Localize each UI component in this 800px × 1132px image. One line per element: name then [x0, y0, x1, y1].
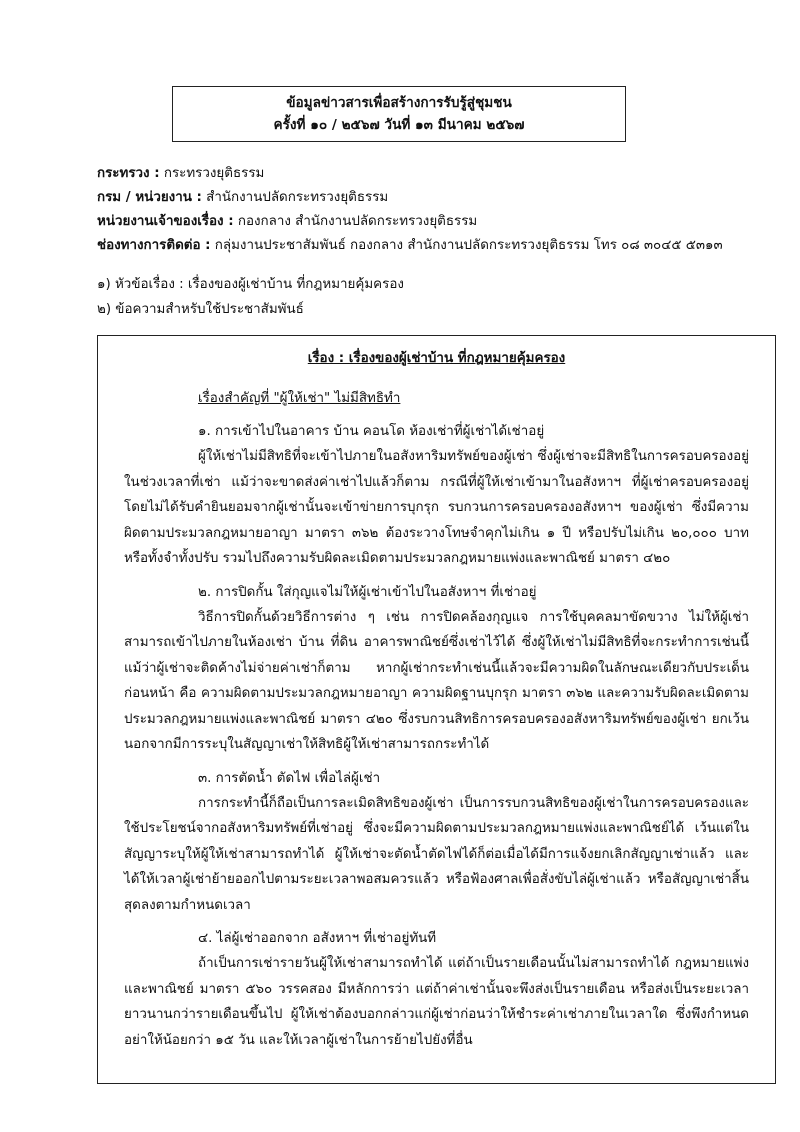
- content-subtitle: เรื่องสำคัญที่ "ผู้ให้เช่า" ไม่มีสิทธิทำ: [198, 391, 401, 406]
- content-item-heading: ๑. การเข้าไปในอาคาร บ้าน คอนโด ห้องเช่าที่ผู้เช่าได้เช่าอยู่: [198, 424, 545, 439]
- content-item: [124, 926, 749, 1053]
- meta-department: [97, 186, 777, 210]
- document-header-box: [172, 86, 626, 142]
- meta-contact-value: กลุ่มงานประชาสัมพันธ์ กองกลาง สำนักงานปลัดกระทรวงยุติธรรม โทร ๐๘ ๓๐๔๕ ๕๓๑๓: [210, 238, 723, 253]
- meta-ministry-value: กระทรวงยุติธรรม: [159, 166, 265, 181]
- pr-content-box: [97, 335, 776, 1084]
- content-item-paragraph: วิธีการปิดกั้นด้วยวิธีการต่าง ๆ เช่น การปิดคล้องกุญแจ การใช้บุคคลมาขัดขวาง ไม่ให้ผู้เช่าสามารถเข้าไปภายในห้องเช่า บ้าน ที่ดิน อาคารพาณิชย์ซึ่งเช่าไว้ได้ ซึ่งผู้ให้เช่าไม่มีสิทธิที่จะกระทำการเช่นนี้ แม้ว่าผู้เช่าจะติดค้างไม่จ่ายค่าเช่าก็ตาม หากผู้เช่ากระทำเช่นนี้แล้วจะมีความผิดในลักษณะเดียวกับประเด็นก่อนหน้า คือ ความผิดตามประมวลกฎหมายอาญา ความผิดฐานบุกรุก มาตรา ๓๖๒ และความรับผิดละเมิดตามประมวลกฎหมายแพ่งและพาณิชย์ มาตรา ๔๒๐ ซึ่งรบกวนสิทธิการครอบครองอสังหาริมทรัพย์ของผู้เช่า ยกเว้นนอกจากมีการระบุในสัญญาเช่าให้สิทธิผู้ให้เช่าสามารถกระทำได้: [124, 609, 749, 752]
- meta-owner: [97, 210, 777, 234]
- meta-contact: [97, 234, 777, 258]
- section-topic: ๑) หัวข้อเรื่อง : เรื่องของผู้เช่าบ้าน ที่กฎหมายคุ้มครอง: [97, 277, 404, 292]
- content-title: เรื่อง : เรื่องของผู้เช่าบ้าน ที่กฎหมายคุ้มครอง: [307, 351, 566, 366]
- meta-ministry: [97, 162, 777, 186]
- content-item-heading: ๒. การปิดกั้น ใส่กุญแจไม่ให้ผู้เช่าเข้าไปในอสังหาฯ ที่เช่าอยู่: [198, 584, 537, 600]
- content-item-paragraph: การกระทำนี้ก็ถือเป็นการละเมิดสิทธิของผู้เช่า เป็นการรบกวนสิทธิของผู้เช่าในการครอบครองและใช้ประโยชน์จากอสังหาริมทรัพย์ที่เช่าอยู่ ซึ่งจะมีความผิดตามประมวลกฎหมายแพ่งและพาณิชย์ได้ เว้นแต่ในสัญญาระบุให้ผู้ให้เช่าสามารถทำได้ ผู้ให้เช่าจะตัดน้ำตัดไฟได้ก็ต่อเมื่อได้มีการแจ้งยกเลิกสัญญาเช่าแล้ว และได้ให้เวลาผู้เช่าย้ายออกไปตามระยะเวลาพอสมควรแล้ว หรือฟ้องศาลเพื่อสั่งขับไล่ผู้เช่าแล้ว หรือสัญญาเช่าสิ้นสุดลงตามกำหนดเวลา: [124, 795, 749, 913]
- content-item-paragraph: ผู้ให้เช่าไม่มีสิทธิที่จะเข้าไปภายในอสังหาริมทรัพย์ของผู้เช่า ซึ่งผู้เช่าจะมีสิทธิในการครอบครองอยู่ในช่วงเวลาที่เช่า แม้ว่าจะขาดส่งค่าเช่าไปแล้วก็ตาม กรณีที่ผู้ให้เช่าเข้ามาในอสังหาฯ ที่ผู้เช่าครอบครองอยู่โดยไม่ได้รับคำยินยอมจากผู้เช่านั้นจะเข้าข่ายการบุกรุก รบกวนการครอบครองอสังหาฯ ของผู้เช่า ซึ่งมีความผิดตามประมวลกฎหมายอาญา มาตรา ๓๖๒ ต้องระวางโทษจำคุกไม่เกิน ๑ ปี หรือปรับไม่เกิน ๒๐,๐๐๐ บาท หรือทั้งจำทั้งปรับ รวมไปถึงความรับผิดละเมิดตามประมวลกฎหมายแพ่งและพาณิชย์ มาตรา ๔๒๐: [124, 449, 749, 566]
- content-item: [124, 580, 749, 758]
- meta-owner-label: หน่วยงานเจ้าของเรื่อง :: [97, 214, 234, 229]
- header-title: ข้อมูลข่าวสารเพื่อสร้างการรับรู้สู่ชุมชน: [286, 95, 512, 111]
- meta-department-label: กรม / หน่วยงาน :: [97, 190, 202, 205]
- meta-department-value: สำนักงานปลัดกระทรวงยุติธรรม: [201, 190, 389, 205]
- content-item-heading: ๓. การตัดน้ำ ตัดไฟ เพื่อไล่ผู้เช่า: [198, 770, 381, 786]
- header-issue-date: ครั้งที่ ๑๐ / ๒๕๖๗ วันที่ ๑๓ มีนาคม ๒๕๖๗: [273, 117, 525, 133]
- content-item-paragraph: ถ้าเป็นการเช่ารายวันผู้ให้เช่าสามารถทำได้ แต่ถ้าเป็นรายเดือนนั้นไม่สามารถทำได้ กฎหมายแพ่งและพาณิชย์ มาตรา ๕๖๐ วรรคสอง มีหลักการว่า แต่ถ้าค่าเช่านั้นจะพึงส่งเป็นรายเดือน หรือส่งเป็นระยะเวลายาวนานกว่ารายเดือนขึ้นไป ผู้ให้เช่าต้องบอกกล่าวแก่ผู้เช่าก่อนว่าให้ชำระค่าเช่าภายในเวลาใด ซึ่งพึงกำหนดอย่าให้น้อยกว่า ๑๕ วัน และให้เวลาผู้เช่าในการย้ายไปยังที่อื่น: [124, 956, 749, 1048]
- meta-contact-label: ช่องทางการติดต่อ :: [97, 238, 211, 253]
- section-list: [97, 272, 777, 322]
- section-pr-message: ๒) ข้อความสำหรับใช้ประชาสัมพันธ์: [97, 302, 304, 317]
- content-item-heading: ๔. ไล่ผู้เช่าออกจาก อสังหาฯ ที่เช่าอยู่ทันที: [198, 931, 437, 946]
- meta-owner-value: กองกลาง สำนักงานปลัดกระทรวงยุติธรรม: [233, 214, 478, 229]
- meta-ministry-label: กระทรวง :: [97, 166, 160, 181]
- document-meta: [97, 162, 777, 258]
- content-item: [124, 766, 749, 919]
- content-item: [124, 419, 749, 572]
